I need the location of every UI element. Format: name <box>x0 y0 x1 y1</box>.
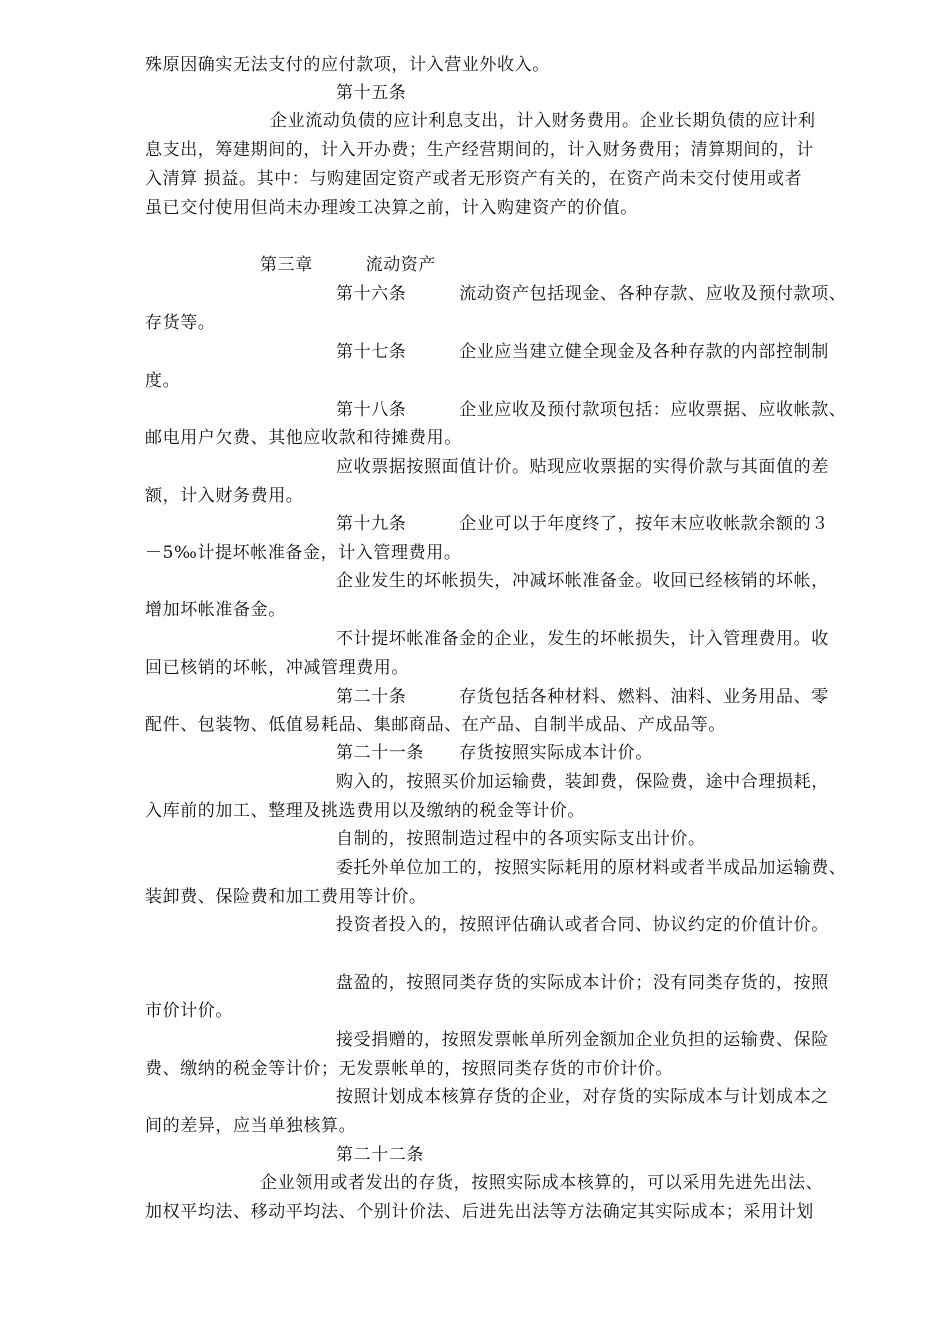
text-line: 存货等。 <box>145 313 216 333</box>
text-line: 接受捐赠的，按照发票帐单所列金额加企业负担的运输费、保险 <box>336 1030 829 1050</box>
text-line: 企业流动负债的应计利息支出，计入财务费用。企业长期负债的应计利 <box>270 111 816 131</box>
text-line: 虽已交付使用但尚未办理竣工决算之前，计入购建资产的价值。 <box>145 198 638 218</box>
text-line: 委托外单位加工的，按照实际耗用的原材料或者半成品加运输费、 <box>336 858 847 878</box>
text-line: 不计提坏帐准备金的企业，发生的坏帐损失，计入管理费用。收 <box>336 629 829 649</box>
text-line: 购入的，按照买价加运输费，装卸费，保险费，途中合理损耗， <box>336 772 829 792</box>
text-line: 第十七条 企业应当建立健全现金及各种存款的内部控制制 <box>336 342 829 362</box>
text-line: 第十六条 流动资产包括现金、各种存款、应收及预付款项、 <box>336 284 847 304</box>
text-line: 回已核销的坏帐，冲减管理费用。 <box>145 658 409 678</box>
text-line: 增加坏帐准备金。 <box>145 600 286 620</box>
text-line: 间的差异，应当单独核算。 <box>145 1116 357 1136</box>
text-line: 企业领用或者发出的存货，按照实际成本核算的，可以采用先进先出法、 <box>260 1173 824 1193</box>
text-line: 企业发生的坏帐损失，冲减坏帐准备金。收回已经核销的坏帐， <box>336 571 829 591</box>
text-line: 加权平均法、移动平均法、个别计价法、后进先出法等方法确定其实际成本；采用计划 <box>145 1202 814 1222</box>
text-line: 第十九条 企业可以于年度终了，按年末应收帐款余额的３ <box>336 514 829 534</box>
text-line: 息支出，筹建期间的，计入开办费；生产经营期间的，计入财务费用；清算期间的，计 <box>145 140 814 160</box>
text-line: 第二十一条 存货按照实际成本计价。 <box>336 743 653 763</box>
text-line: 邮电用户欠费、其他应收款和待摊费用。 <box>145 428 462 448</box>
article-heading: 第二十二条 <box>336 1145 424 1165</box>
text-line: 盘盈的，按照同类存货的实际成本计价；没有同类存货的，按照 <box>336 973 829 993</box>
text-line: 投资者投入的，按照评估确认或者合同、协议约定的价值计价。 <box>336 915 829 935</box>
text-line: 费、缴纳的税金等计价；无发票帐单的，按照同类存货的市价计价。 <box>145 1059 673 1079</box>
text-line: 度。 <box>145 371 181 391</box>
text-line: 第十八条 企业应收及预付款项包括：应收票据、应收帐款、 <box>336 400 847 420</box>
chapter-heading: 第三章 流动资产 <box>260 255 436 275</box>
text-line: 配件、包装物、低值易耗品、集邮商品、在产品、自制半成品、产成品等。 <box>145 715 726 735</box>
text-line: 额，计入财务费用。 <box>145 486 304 506</box>
text-line: －5‰计提坏帐准备金，计入管理费用。 <box>145 543 462 563</box>
text-line: 装卸费、保险费和加工费用等计价。 <box>145 887 427 907</box>
text-line: 入清算 损益。其中：与购建固定资产或者无形资产有关的，在资产尚未交付使用或者 <box>145 169 803 189</box>
text-line: 自制的，按照制造过程中的各项实际支出计价。 <box>336 829 706 849</box>
article-heading: 第十五条 <box>336 83 407 103</box>
text-line: 入库前的加工、整理及挑选费用以及缴纳的税金等计价。 <box>145 801 585 821</box>
text-line: 殊原因确实无法支付的应付款项，计入营业外收入。 <box>145 55 550 75</box>
text-line: 按照计划成本核算存货的企业，对存货的实际成本与计划成本之 <box>336 1087 829 1107</box>
text-line: 第二十条 存货包括各种材料、燃料、油料、业务用品、零 <box>336 687 829 707</box>
text-line: 市价计价。 <box>145 1001 233 1021</box>
text-line: 应收票据按照面值计价。贴现应收票据的实得价款与其面值的差 <box>336 457 829 477</box>
